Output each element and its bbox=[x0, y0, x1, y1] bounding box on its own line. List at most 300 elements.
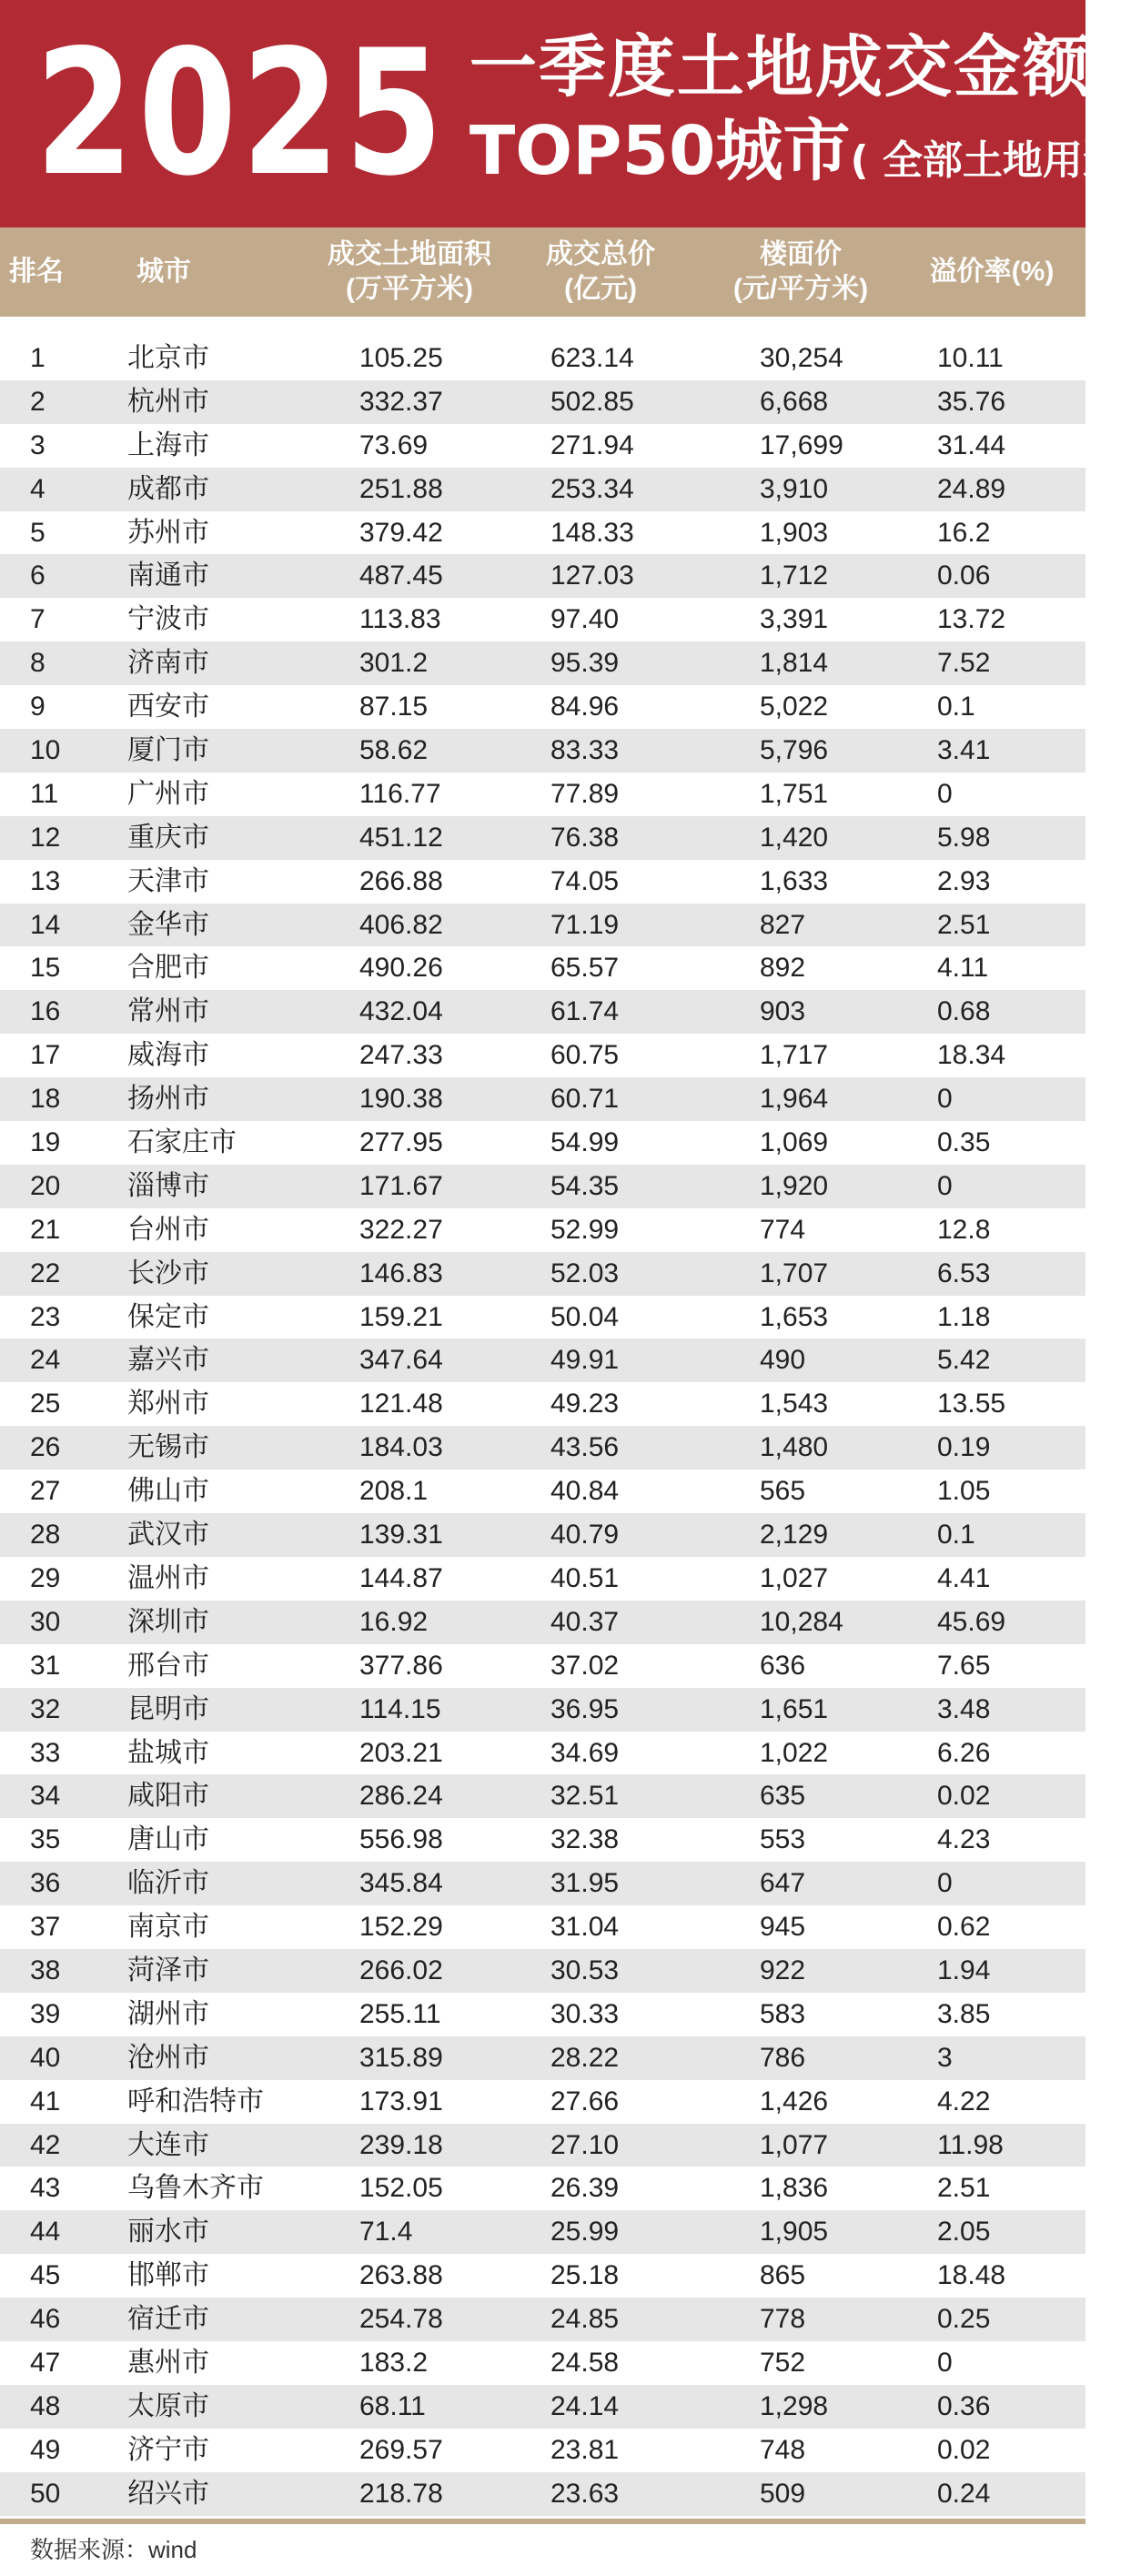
total-cell: 65.57 bbox=[550, 953, 620, 984]
total-cell: 97.40 bbox=[550, 604, 620, 635]
table-row bbox=[0, 2210, 1085, 2254]
premium-cell: 18.34 bbox=[937, 1040, 1006, 1071]
city-cell: 丽水市 bbox=[127, 2217, 209, 2248]
rank-cell: 19 bbox=[30, 1127, 61, 1158]
price-cell: 5,022 bbox=[760, 692, 829, 722]
price-cell: 786 bbox=[760, 2042, 806, 2073]
rank-cell: 10 bbox=[30, 735, 61, 766]
table-row bbox=[0, 1862, 1085, 1905]
city-cell: 常州市 bbox=[127, 996, 209, 1027]
price-cell: 1,022 bbox=[760, 1737, 829, 1768]
title-line-1: 一季度土地成交金额 bbox=[469, 27, 1092, 106]
area-cell: 322.27 bbox=[359, 1214, 443, 1245]
total-cell: 27.66 bbox=[550, 2086, 620, 2116]
area-cell: 139.31 bbox=[359, 1520, 443, 1551]
rank-cell: 35 bbox=[30, 1824, 61, 1855]
area-cell: 58.62 bbox=[359, 735, 429, 766]
total-cell: 37.02 bbox=[550, 1650, 620, 1681]
total-cell: 31.04 bbox=[550, 1912, 620, 1943]
premium-cell: 4.41 bbox=[937, 1562, 991, 1593]
table-row bbox=[0, 468, 1085, 511]
premium-cell: 0 bbox=[937, 1868, 953, 1899]
rank-cell: 4 bbox=[30, 473, 45, 504]
price-cell: 1,836 bbox=[760, 2173, 829, 2204]
rank-cell: 12 bbox=[30, 822, 61, 853]
title-line-2-sub: ( 全部土地用途) bbox=[850, 136, 1141, 184]
total-cell: 95.39 bbox=[550, 648, 620, 679]
price-cell: 1,905 bbox=[760, 2217, 829, 2248]
city-cell: 重庆市 bbox=[127, 822, 209, 853]
price-cell: 565 bbox=[760, 1476, 806, 1507]
city-cell: 深圳市 bbox=[127, 1606, 209, 1637]
price-cell: 635 bbox=[760, 1781, 806, 1812]
city-cell: 天津市 bbox=[127, 865, 209, 896]
city-cell: 威海市 bbox=[127, 1040, 209, 1071]
premium-cell: 5.42 bbox=[937, 1345, 991, 1376]
table-row bbox=[0, 1601, 1085, 1644]
rank-cell: 7 bbox=[30, 604, 45, 635]
table-row bbox=[0, 860, 1085, 904]
city-cell: 台州市 bbox=[127, 1214, 209, 1245]
premium-cell: 35.76 bbox=[937, 386, 1006, 417]
header-rank bbox=[9, 227, 64, 317]
area-cell: 87.15 bbox=[359, 692, 429, 722]
table-row bbox=[0, 773, 1085, 816]
city-cell: 佛山市 bbox=[127, 1476, 209, 1507]
city-cell: 南京市 bbox=[127, 1912, 209, 1943]
area-cell: 73.69 bbox=[359, 429, 429, 460]
table-row bbox=[0, 1339, 1085, 1382]
premium-cell: 4.11 bbox=[937, 953, 989, 984]
rank-cell: 22 bbox=[30, 1258, 61, 1288]
price-cell: 1,298 bbox=[760, 2390, 829, 2421]
total-cell: 31.95 bbox=[550, 1868, 620, 1899]
header-total-line-2: (亿元) bbox=[564, 274, 637, 304]
total-cell: 49.91 bbox=[550, 1345, 620, 1376]
total-cell: 23.63 bbox=[550, 2478, 620, 2509]
area-cell: 377.86 bbox=[359, 1650, 443, 1681]
premium-cell: 13.55 bbox=[937, 1389, 1006, 1419]
rank-cell: 24 bbox=[30, 1345, 61, 1376]
area-cell: 152.29 bbox=[359, 1912, 443, 1943]
premium-cell: 18.48 bbox=[937, 2260, 1006, 2291]
table-row bbox=[0, 1121, 1085, 1165]
price-cell: 1,653 bbox=[760, 1301, 829, 1332]
table-row bbox=[0, 1993, 1085, 2036]
area-cell: 487.45 bbox=[359, 561, 443, 591]
price-cell: 30,254 bbox=[760, 343, 843, 373]
table-row bbox=[0, 1077, 1085, 1121]
city-cell: 唐山市 bbox=[127, 1824, 209, 1855]
table-header bbox=[0, 227, 1085, 317]
city-cell: 乌鲁木齐市 bbox=[127, 2173, 264, 2204]
title-text bbox=[470, 25, 1141, 203]
price-cell: 1,543 bbox=[760, 1389, 829, 1419]
area-cell: 68.11 bbox=[359, 2390, 426, 2421]
price-cell: 509 bbox=[760, 2478, 806, 2509]
city-cell: 呼和浩特市 bbox=[127, 2086, 264, 2116]
rank-cell: 34 bbox=[30, 1781, 61, 1812]
premium-cell: 11.98 bbox=[937, 2129, 1004, 2160]
premium-cell: 10.11 bbox=[937, 343, 1004, 373]
price-cell: 1,480 bbox=[760, 1432, 829, 1463]
rank-cell: 32 bbox=[30, 1693, 61, 1724]
premium-cell: 3.48 bbox=[937, 1693, 991, 1724]
rank-cell: 25 bbox=[30, 1389, 61, 1419]
price-cell: 647 bbox=[760, 1868, 806, 1899]
premium-cell: 0.62 bbox=[937, 1912, 991, 1943]
table-row bbox=[0, 2254, 1085, 2298]
price-cell: 1,903 bbox=[760, 517, 829, 548]
table-row bbox=[0, 1296, 1085, 1339]
table-row bbox=[0, 946, 1085, 990]
rank-cell: 37 bbox=[30, 1912, 61, 1943]
rank-cell: 1 bbox=[30, 343, 45, 373]
price-cell: 5,796 bbox=[760, 735, 829, 766]
rank-cell: 42 bbox=[30, 2129, 61, 2160]
rank-cell: 3 bbox=[30, 429, 45, 460]
table-row bbox=[0, 1513, 1085, 1557]
area-cell: 315.89 bbox=[359, 2042, 443, 2073]
price-cell: 636 bbox=[760, 1650, 806, 1681]
premium-cell: 0.24 bbox=[937, 2478, 991, 2509]
total-cell: 32.38 bbox=[550, 1824, 620, 1855]
area-cell: 269.57 bbox=[359, 2434, 443, 2465]
header-price bbox=[710, 227, 892, 317]
premium-cell: 3.41 bbox=[937, 735, 991, 766]
premium-cell: 7.65 bbox=[937, 1650, 991, 1681]
price-cell: 553 bbox=[760, 1824, 806, 1855]
table-row bbox=[0, 2298, 1085, 2341]
total-cell: 40.84 bbox=[550, 1476, 620, 1507]
price-cell: 1,964 bbox=[760, 1084, 829, 1115]
rank-cell: 14 bbox=[30, 909, 61, 940]
premium-cell: 0.25 bbox=[937, 2304, 991, 2335]
rank-cell: 18 bbox=[30, 1084, 61, 1115]
premium-cell: 0 bbox=[937, 2347, 953, 2378]
area-cell: 173.91 bbox=[359, 2086, 443, 2116]
area-cell: 203.21 bbox=[359, 1737, 443, 1768]
city-cell: 保定市 bbox=[127, 1301, 209, 1332]
table-row bbox=[0, 2472, 1085, 2516]
rank-cell: 23 bbox=[30, 1301, 61, 1332]
header-city bbox=[123, 227, 205, 317]
rank-cell: 20 bbox=[30, 1170, 61, 1201]
area-cell: 406.82 bbox=[359, 909, 443, 940]
total-cell: 28.22 bbox=[550, 2042, 620, 2073]
header-area-line-1: 成交土地面积 bbox=[328, 239, 491, 269]
area-cell: 451.12 bbox=[359, 822, 443, 853]
total-cell: 50.04 bbox=[550, 1301, 620, 1332]
price-cell: 865 bbox=[760, 2260, 806, 2291]
table-row bbox=[0, 2080, 1085, 2124]
total-cell: 271.94 bbox=[550, 429, 634, 460]
header-total bbox=[519, 227, 682, 317]
total-cell: 127.03 bbox=[550, 561, 634, 591]
total-cell: 34.69 bbox=[550, 1737, 620, 1768]
price-cell: 1,920 bbox=[760, 1170, 829, 1201]
table-row bbox=[0, 685, 1085, 729]
premium-cell: 0.1 bbox=[937, 692, 975, 722]
price-cell: 827 bbox=[760, 909, 806, 940]
rank-cell: 16 bbox=[30, 996, 61, 1027]
premium-cell: 6.53 bbox=[937, 1258, 991, 1288]
area-cell: 159.21 bbox=[359, 1301, 443, 1332]
city-cell: 济宁市 bbox=[127, 2434, 209, 2465]
price-cell: 490 bbox=[760, 1345, 806, 1376]
table-row bbox=[0, 424, 1085, 468]
rank-cell: 27 bbox=[30, 1476, 61, 1507]
header-price-line-2: (元/平方米) bbox=[732, 274, 869, 304]
rank-cell: 9 bbox=[30, 692, 45, 722]
total-cell: 253.34 bbox=[550, 473, 634, 504]
total-cell: 61.74 bbox=[550, 996, 620, 1027]
area-cell: 105.25 bbox=[359, 343, 443, 373]
premium-cell: 0.02 bbox=[937, 2434, 991, 2465]
premium-cell: 0.36 bbox=[937, 2390, 991, 2421]
area-cell: 556.98 bbox=[359, 1824, 443, 1855]
total-cell: 27.10 bbox=[550, 2129, 620, 2160]
total-cell: 23.81 bbox=[550, 2434, 620, 2465]
table-row bbox=[0, 1644, 1085, 1688]
title-year: 2025 bbox=[35, 13, 448, 214]
city-cell: 合肥市 bbox=[127, 953, 209, 984]
price-cell: 1,814 bbox=[760, 648, 829, 679]
table-row bbox=[0, 2429, 1085, 2472]
title-line-2 bbox=[470, 109, 1141, 203]
area-cell: 146.83 bbox=[359, 1258, 443, 1288]
area-cell: 113.83 bbox=[359, 604, 441, 635]
price-cell: 748 bbox=[760, 2434, 806, 2465]
table-row bbox=[0, 2124, 1085, 2167]
total-cell: 24.85 bbox=[550, 2304, 620, 2335]
premium-cell: 0.1 bbox=[937, 1520, 975, 1551]
premium-cell: 16.2 bbox=[937, 517, 991, 548]
rank-cell: 36 bbox=[30, 1868, 61, 1899]
table-body bbox=[0, 337, 1085, 2516]
table-row bbox=[0, 1688, 1085, 1732]
premium-cell: 45.69 bbox=[937, 1606, 1006, 1637]
table-row bbox=[0, 337, 1085, 380]
city-cell: 邢台市 bbox=[127, 1650, 209, 1681]
table-row bbox=[0, 380, 1085, 424]
rank-cell: 5 bbox=[30, 517, 45, 548]
area-cell: 263.88 bbox=[359, 2260, 443, 2291]
table-row bbox=[0, 554, 1085, 598]
premium-cell: 7.52 bbox=[937, 648, 991, 679]
city-cell: 临沂市 bbox=[127, 1868, 209, 1899]
total-cell: 52.99 bbox=[550, 1214, 620, 1245]
rank-cell: 48 bbox=[30, 2390, 61, 2421]
total-cell: 71.19 bbox=[550, 909, 620, 940]
total-cell: 40.79 bbox=[550, 1520, 620, 1551]
area-cell: 301.2 bbox=[359, 648, 429, 679]
area-cell: 247.33 bbox=[359, 1040, 443, 1071]
premium-cell: 4.22 bbox=[937, 2086, 991, 2116]
total-cell: 60.75 bbox=[550, 1040, 620, 1071]
area-cell: 255.11 bbox=[359, 1998, 441, 2029]
city-cell: 宁波市 bbox=[127, 604, 209, 635]
area-cell: 152.05 bbox=[359, 2173, 443, 2204]
city-cell: 盐城市 bbox=[127, 1737, 209, 1768]
premium-cell: 0.68 bbox=[937, 996, 991, 1027]
price-cell: 1,426 bbox=[760, 2086, 829, 2116]
city-cell: 淄博市 bbox=[127, 1170, 209, 1201]
price-cell: 1,027 bbox=[760, 1562, 829, 1593]
total-cell: 43.56 bbox=[550, 1432, 620, 1463]
area-cell: 286.24 bbox=[359, 1781, 443, 1812]
area-cell: 114.15 bbox=[359, 1693, 441, 1724]
rank-cell: 49 bbox=[30, 2434, 61, 2465]
area-cell: 266.02 bbox=[359, 1955, 443, 1985]
total-cell: 26.39 bbox=[550, 2173, 620, 2204]
table-row bbox=[0, 1252, 1085, 1296]
city-cell: 无锡市 bbox=[127, 1432, 209, 1463]
area-cell: 171.67 bbox=[359, 1170, 443, 1201]
premium-cell: 13.72 bbox=[937, 604, 1006, 635]
rank-cell: 45 bbox=[30, 2260, 61, 2291]
price-cell: 1,751 bbox=[760, 778, 829, 809]
data-source: 数据来源：wind bbox=[30, 2536, 197, 2563]
city-cell: 南通市 bbox=[127, 561, 209, 591]
price-cell: 10,284 bbox=[760, 1606, 843, 1637]
header-premium bbox=[910, 227, 1074, 317]
table-row bbox=[0, 598, 1085, 641]
premium-cell: 0.19 bbox=[937, 1432, 991, 1463]
premium-cell: 0.06 bbox=[937, 561, 991, 591]
header-total-line-1: 成交总价 bbox=[546, 239, 655, 269]
area-cell: 345.84 bbox=[359, 1868, 443, 1899]
header-area-line-2: (万平方米) bbox=[346, 274, 473, 304]
total-cell: 77.89 bbox=[550, 778, 620, 809]
total-cell: 52.03 bbox=[550, 1258, 620, 1288]
city-cell: 嘉兴市 bbox=[127, 1345, 209, 1376]
premium-cell: 0 bbox=[937, 1170, 953, 1201]
table-row bbox=[0, 1208, 1085, 1252]
city-cell: 石家庄市 bbox=[127, 1127, 237, 1158]
city-cell: 苏州市 bbox=[127, 517, 209, 548]
city-cell: 广州市 bbox=[127, 778, 209, 809]
rank-cell: 6 bbox=[30, 561, 45, 591]
rank-cell: 15 bbox=[30, 953, 61, 984]
area-cell: 208.1 bbox=[359, 1476, 429, 1507]
total-cell: 36.95 bbox=[550, 1693, 620, 1724]
city-cell: 郑州市 bbox=[127, 1389, 209, 1419]
header-city-label: 城市 bbox=[136, 257, 191, 287]
city-cell: 成都市 bbox=[127, 473, 209, 504]
area-cell: 116.77 bbox=[359, 778, 441, 809]
price-cell: 1,717 bbox=[760, 1040, 829, 1071]
city-cell: 绍兴市 bbox=[127, 2478, 209, 2509]
premium-cell: 2.93 bbox=[937, 865, 991, 896]
table-row bbox=[0, 2036, 1085, 2080]
total-cell: 623.14 bbox=[550, 343, 634, 373]
table-row bbox=[0, 1818, 1085, 1862]
title-banner bbox=[0, 0, 1141, 227]
total-cell: 30.33 bbox=[550, 1998, 620, 2029]
table-row bbox=[0, 1426, 1085, 1470]
rank-cell: 33 bbox=[30, 1737, 61, 1768]
title-line-2-main: TOP50城市 bbox=[469, 111, 851, 190]
table-row bbox=[0, 1165, 1085, 1208]
area-cell: 254.78 bbox=[359, 2304, 443, 2335]
header-price-line-1: 楼面价 bbox=[760, 239, 842, 269]
price-cell: 17,699 bbox=[760, 429, 843, 460]
area-cell: 190.38 bbox=[359, 1084, 443, 1115]
rank-cell: 47 bbox=[30, 2347, 61, 2378]
price-cell: 1,077 bbox=[760, 2129, 829, 2160]
area-cell: 277.95 bbox=[359, 1127, 443, 1158]
price-cell: 2,129 bbox=[760, 1520, 829, 1551]
area-cell: 332.37 bbox=[359, 386, 443, 417]
header-area bbox=[305, 227, 514, 317]
city-cell: 大连市 bbox=[127, 2129, 209, 2160]
premium-cell: 3 bbox=[937, 2042, 953, 2073]
premium-cell: 1.18 bbox=[937, 1301, 991, 1332]
rank-cell: 17 bbox=[30, 1040, 61, 1071]
table-row bbox=[0, 511, 1085, 555]
city-cell: 菏泽市 bbox=[127, 1955, 209, 1985]
premium-cell: 6.26 bbox=[937, 1737, 991, 1768]
city-cell: 宿迁市 bbox=[127, 2304, 209, 2335]
rank-cell: 8 bbox=[30, 648, 45, 679]
premium-cell: 0 bbox=[937, 778, 953, 809]
total-cell: 54.99 bbox=[550, 1127, 620, 1158]
total-cell: 54.35 bbox=[550, 1170, 620, 1201]
rank-cell: 46 bbox=[30, 2304, 61, 2335]
premium-cell: 0 bbox=[937, 1084, 953, 1115]
table-row bbox=[0, 1732, 1085, 1775]
total-cell: 25.18 bbox=[550, 2260, 620, 2291]
city-cell: 长沙市 bbox=[127, 1258, 209, 1288]
price-cell: 774 bbox=[760, 1214, 806, 1245]
total-cell: 40.51 bbox=[550, 1562, 620, 1593]
rank-cell: 39 bbox=[30, 1998, 61, 2029]
area-cell: 144.87 bbox=[359, 1562, 443, 1593]
total-cell: 32.51 bbox=[550, 1781, 620, 1812]
price-cell: 3,910 bbox=[760, 473, 829, 504]
premium-cell: 2.05 bbox=[937, 2217, 991, 2248]
rank-cell: 43 bbox=[30, 2173, 61, 2204]
price-cell: 945 bbox=[760, 1912, 806, 1943]
table-row bbox=[0, 729, 1085, 773]
area-cell: 432.04 bbox=[359, 996, 443, 1027]
city-cell: 济南市 bbox=[127, 648, 209, 679]
table-row bbox=[0, 1905, 1085, 1949]
city-cell: 太原市 bbox=[127, 2390, 209, 2421]
area-cell: 71.4 bbox=[359, 2217, 413, 2248]
price-cell: 1,633 bbox=[760, 865, 829, 896]
price-cell: 1,707 bbox=[760, 1258, 829, 1288]
table-row bbox=[0, 904, 1085, 947]
rank-cell: 28 bbox=[30, 1520, 61, 1551]
area-cell: 239.18 bbox=[359, 2129, 443, 2160]
total-cell: 24.14 bbox=[550, 2390, 620, 2421]
price-cell: 3,391 bbox=[760, 604, 829, 635]
rank-cell: 26 bbox=[30, 1432, 61, 1463]
header-premium-label: 溢价率(%) bbox=[929, 257, 1055, 287]
table-row bbox=[0, 2385, 1085, 2429]
table-row bbox=[0, 641, 1085, 685]
total-cell: 49.23 bbox=[550, 1389, 620, 1419]
price-cell: 903 bbox=[760, 996, 806, 1027]
city-cell: 沧州市 bbox=[127, 2042, 209, 2073]
price-cell: 1,069 bbox=[760, 1127, 829, 1158]
area-cell: 347.64 bbox=[359, 1345, 443, 1376]
area-cell: 266.88 bbox=[359, 865, 443, 896]
area-cell: 490.26 bbox=[359, 953, 443, 984]
bottom-divider bbox=[0, 2519, 1085, 2524]
